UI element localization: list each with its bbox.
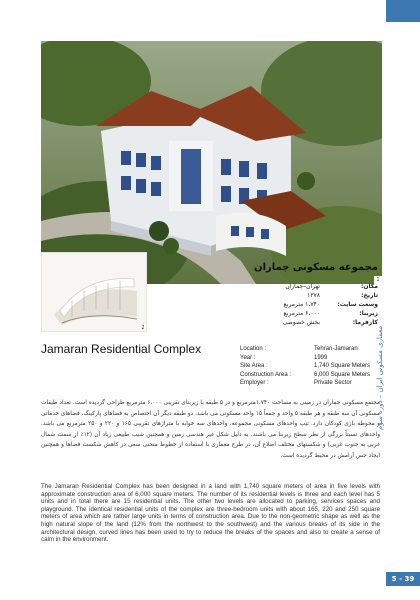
english-description: The Jamaran Residential Complex has been designed in a land with 1,740 square meters of area in five levels with approximate construction area of 6,000 square meters. The number of its residential levels is three and each level has 5 units and in total there are 15 residential units. The other two levels are allocated to parking, services spaces and playground. The identical residential units of the complex are three-bedroom units with about 165, 220 and 250 square meters of area which are rather large units in terms of construction area. Due to the non-geometric shape as well as the high natural slope of the land (12% from the northwest to the southwest) and the various breaks of its side in the architectural design, curved lines has been used to try to reduce the breaks of the spaces and also to create a sense of calm in the environment. [41, 483, 380, 544]
english-info-row: Site Area : 1,740 Square Meters [240, 363, 371, 369]
english-title: Jamaran Residential Complex [41, 342, 202, 356]
persian-info-row: مکان: تهران–جماران [285, 283, 378, 290]
side-strip [386, 0, 420, 600]
persian-info-row: تاریخ: ۱۳۷۸ [307, 292, 378, 299]
main-aerial-photo [41, 41, 382, 284]
persian-title: مجموعه مسکونی جماران [254, 262, 378, 273]
english-info-row: Year : 1999 [240, 354, 328, 361]
english-info-row: Construction Area : 6,000 Square Meters [240, 371, 371, 378]
english-info-row: Location : Tehran-Jamaran [240, 346, 358, 352]
strip-top-tab [386, 0, 420, 22]
persian-info-table [238, 282, 378, 327]
curved-building-render [42, 253, 147, 332]
persian-info-row: کارفرما: بخش خصوصی [282, 319, 378, 326]
small-rendering [41, 252, 147, 332]
photo-number-2: 2 [139, 324, 147, 332]
photo-number-1: 1 [374, 276, 382, 284]
english-info-row: Employer : Private Sector [240, 380, 352, 386]
persian-info-row: زیربنا: ۶،۰۰۰ مترمربع [283, 310, 378, 317]
english-info-table [240, 345, 380, 388]
persian-info-row: وسعت سایت: ۱،۷۴۰ مترمربع [283, 301, 378, 308]
aerial-illustration [41, 41, 382, 284]
page-number: 5 - 39 [386, 572, 420, 586]
side-vertical-text: معماری مسکونی ایران – دوره سوم [376, 325, 384, 430]
persian-description: مجتمع مسکونی جماران در زمینی به مساحت ۱،۷۴۰مترمربع و در ۵ طبقه با زیربنای تقریبی ۶،۰۰۰ مترمربع طراحی گردیده است. تعداد طبقات مسکونی آن سه طبقه و هر طبقه ۵ واحد و جمعاً ۱۵ واحد مسکونی می باشد. دو طبقه دیگر آن اختصاص به فضاهای پارکینگ، فضاهای خدماتی و محوطه بازی کودکان دارد. تیپ واحدهای مسکونی مجموعه، واحدهای سه خوابه با متراژهای تقریبی ۱۶۵ و ۲۲۰ و ۲۵۰ مترمربع می باشد. واحدهای نسبتاً بزرگی از نظر سطح زیربنا می باشند. به دلیل شکل غیر هندسی زمین و همچنین شیب طبیعی زیاد آن (۱۲٪ از سمت شمال غربی به جنوب غربی) و شکستهای مختلف اضلاع آن، در طرح معماری با استفاده از خطوط منحنی سعی در کاهش شکست فضاها و همچنین ایجاد حس آرامش در محیط گردیده است. [41, 400, 381, 459]
